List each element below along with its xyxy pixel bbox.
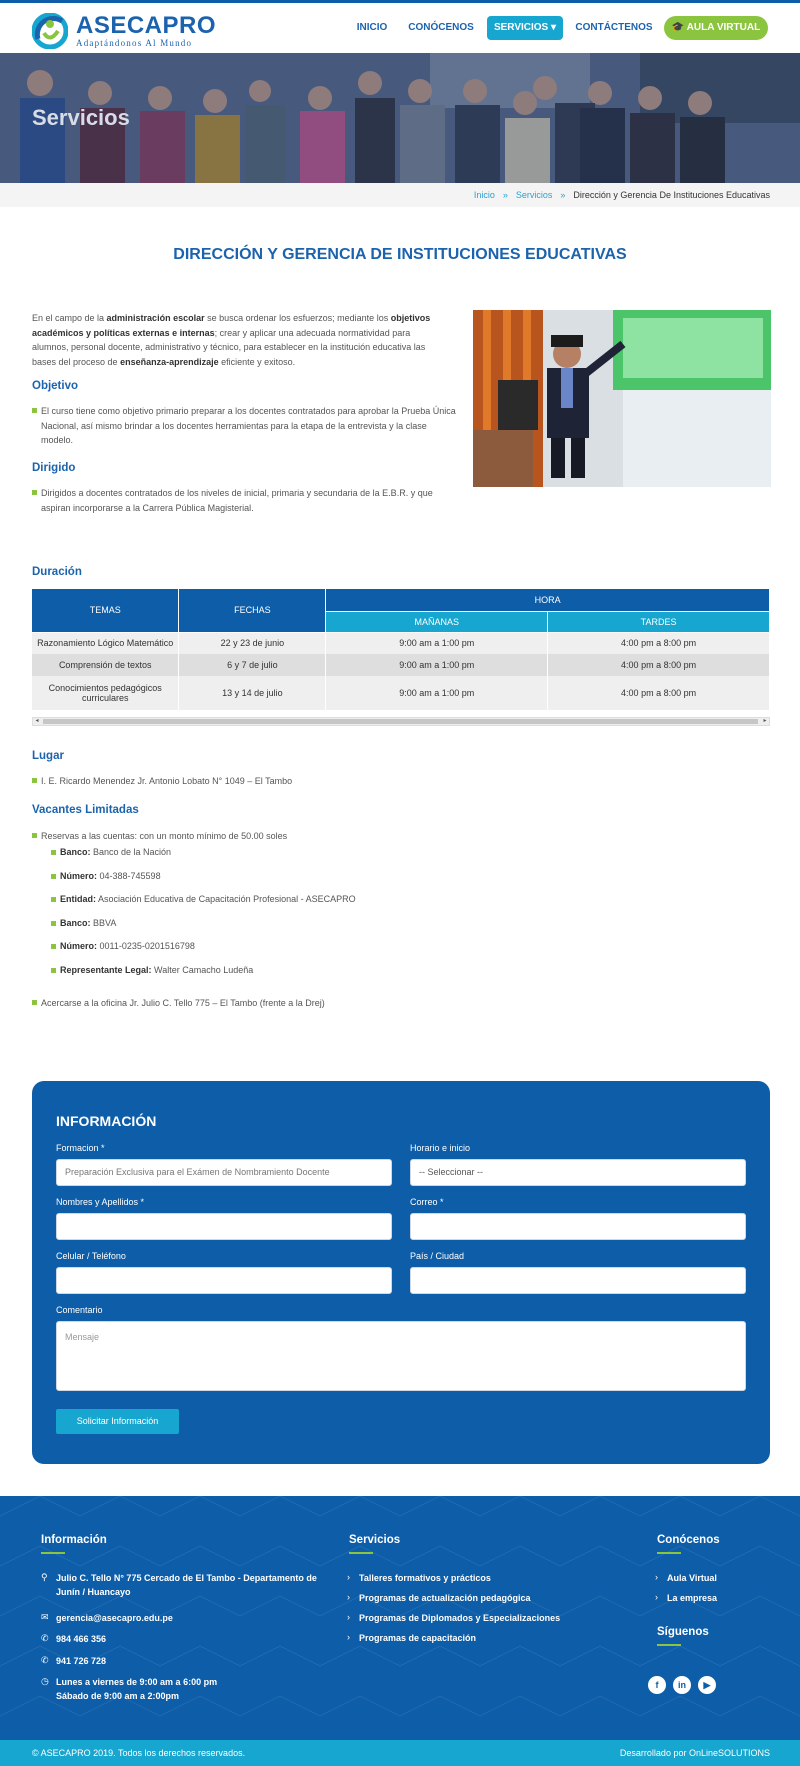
intro-text: se busca ordenar los esfuerzos; mediante los — [204, 313, 391, 323]
table-header-temas: TEMAS — [32, 589, 179, 632]
footer-siguenos-heading: Síguenos — [657, 1626, 709, 1638]
account-item — [51, 918, 116, 928]
account-item — [51, 894, 356, 904]
table-cell: 13 y 14 de julio — [179, 676, 326, 710]
table-cell: 4:00 pm a 8:00 pm — [548, 632, 770, 654]
clock-icon: ◷ — [41, 1676, 49, 1686]
copyright: © ASECAPRO 2019. Todos los derechos reservados. — [32, 1748, 246, 1758]
table-row — [32, 654, 770, 676]
intro-text: En el campo de la — [32, 313, 107, 323]
correo-label: Correo * — [410, 1197, 444, 1207]
nav-contactenos[interactable]: CONTÁCTENOS — [575, 22, 653, 33]
footer-email[interactable]: gerencia@asecapro.edu.pe — [56, 1613, 173, 1623]
breadcrumb-current: Dirección y Gerencia De Instituciones Educativas — [573, 190, 770, 200]
breadcrumb-separator: » — [560, 190, 566, 200]
breadcrumb-bar — [0, 183, 800, 207]
formacion-field[interactable]: Preparación Exclusiva para el Exámen de Nombramiento Docente — [56, 1159, 392, 1186]
footer-heading-underline — [41, 1552, 65, 1554]
table-header-fechas: FECHAS — [179, 589, 326, 632]
chevron-right-icon: › — [347, 1572, 350, 1582]
nombres-label: Nombres y Apellidos * — [56, 1197, 145, 1207]
information-form — [32, 1081, 770, 1464]
nombres-field[interactable] — [56, 1213, 392, 1240]
chevron-right-icon: › — [347, 1612, 350, 1622]
objetivo-heading: Objetivo — [32, 380, 79, 392]
comentario-label: Comentario — [56, 1305, 103, 1315]
account-item — [51, 847, 171, 857]
objetivo-text: El curso tiene como objetivo primario preparar a los docentes contratados para aprobar la Prueba Única Nacional, así mismo brindar a los docentes herramientas para la etapa de la entrevista y la clase modelo. — [32, 404, 457, 448]
nav-servicios-label: SERVICIOS — [493, 22, 549, 33]
lugar-heading: Lugar — [32, 750, 64, 762]
graduation-cap-icon: 🎓 — [671, 22, 685, 33]
account-item — [51, 965, 253, 975]
footer-info-heading: Información — [41, 1534, 107, 1546]
comentario-textarea[interactable]: Mensaje — [56, 1321, 746, 1391]
table-cell: 4:00 pm a 8:00 pm — [548, 654, 770, 676]
footer-servicio-link[interactable]: Talleres formativos y prácticos — [359, 1573, 491, 1583]
footer-hours: Sábado de 9:00 am a 2:00pm — [56, 1691, 180, 1701]
account-value: 04-388-745598 — [97, 871, 161, 881]
account-item — [51, 941, 195, 951]
developer-credit[interactable]: Desarrollado por OnLineSOLUTIONS — [619, 1748, 770, 1758]
chevron-down-icon: ▾ — [551, 22, 557, 33]
intro-bold: administración escolar — [106, 313, 205, 323]
duracion-heading: Duración — [32, 566, 82, 578]
celular-label: Celular / Teléfono — [56, 1251, 126, 1261]
table-header-tardes: TARDES — [548, 611, 770, 632]
table-horizontal-scrollbar[interactable] — [32, 717, 770, 726]
intro-bold: objetivos académicos y políticas externas e internas — [32, 313, 431, 338]
account-label: Número: — [60, 941, 98, 951]
account-label: Representante Legal: — [60, 965, 152, 975]
table-cell: 6 y 7 de julio — [179, 654, 326, 676]
dirigido-text: Dirigidos a docentes contratados de los niveles de inicial, primaria y secundaria de la E.B.R. y que aspiran incorporarse a la Carrera Pública Magisterial. — [32, 486, 457, 515]
account-value: Banco de la Nación — [90, 847, 172, 857]
facebook-icon[interactable]: f — [648, 1676, 666, 1694]
hero-banner — [0, 53, 800, 183]
location-icon: ⚲ — [41, 1572, 48, 1582]
account-label: Banco: — [60, 847, 91, 857]
footer-conocenos-link[interactable]: La empresa — [667, 1593, 718, 1603]
account-item — [51, 871, 161, 881]
account-value: Asociación Educativa de Capacitación Profesional - ASECAPRO — [96, 894, 356, 904]
main-nav — [0, 16, 800, 40]
nav-inicio[interactable]: INICIO — [356, 22, 388, 33]
page-title: DIRECCIÓN Y GERENCIA DE INSTITUCIONES EDUCATIVAS — [173, 246, 627, 263]
chevron-right-icon: › — [347, 1632, 350, 1642]
footer-servicios-heading: Servicios — [349, 1534, 401, 1546]
lugar-text: I. E. Ricardo Menendez Jr. Antonio Lobato N° 1049 – El Tambo — [32, 774, 532, 789]
nav-conocenos[interactable]: CONÓCENOS — [408, 22, 474, 33]
horario-select[interactable]: -- Seleccionar -- — [410, 1159, 746, 1186]
table-header-hora: HORA — [326, 589, 770, 611]
footer-servicio-link[interactable]: Programas de actualización pedagógica — [359, 1593, 531, 1603]
dirigido-heading: Dirigido — [32, 462, 76, 474]
nav-servicios[interactable] — [487, 16, 563, 40]
table-row — [32, 676, 770, 710]
table-cell: 22 y 23 de junio — [179, 632, 326, 654]
intro-text: ; crear y aplicar una adecuada normatividad para alumnos, personal docente, administrativo y técnico, para establecer en la institución educativa las bases del proceso de — [32, 327, 426, 367]
form-title: INFORMACIÓN — [56, 1113, 157, 1129]
table-cell: 4:00 pm a 8:00 pm — [548, 676, 770, 710]
table-header-mananas: MAÑANAS — [326, 611, 548, 632]
bottom-bar — [0, 1740, 800, 1766]
pais-label: País / Ciudad — [410, 1251, 465, 1261]
table-cell: 9:00 am a 1:00 pm — [326, 676, 548, 710]
breadcrumb-separator: » — [502, 190, 508, 200]
chevron-right-icon: › — [655, 1572, 658, 1582]
schedule-table — [32, 589, 770, 710]
table-cell: Conocimientos pedagógicos curriculares — [32, 676, 179, 710]
chevron-right-icon: › — [655, 1592, 658, 1602]
oficina-text: Acercarse a la oficina Jr. Julio C. Tello 775 – El Tambo (frente a la Drej) — [32, 996, 532, 1011]
breadcrumb-home[interactable]: Inicio — [473, 190, 495, 200]
footer-conocenos-heading: Conócenos — [657, 1534, 720, 1546]
logo-text: ASECAPRO — [76, 12, 217, 39]
nav-aula-virtual-label: AULA VIRTUAL — [686, 22, 761, 33]
hero-title: Servicios — [32, 105, 130, 130]
pais-field[interactable] — [410, 1267, 746, 1294]
scroll-right-icon[interactable]: ▸ — [763, 718, 767, 724]
logo-tagline: Adaptándonos Al Mundo — [76, 38, 193, 48]
intro-paragraph — [32, 311, 448, 369]
formacion-label: Formacion * — [56, 1143, 105, 1153]
reservas-text: Reservas a las cuentas: con un monto mínimo de 50.00 soles — [32, 829, 532, 844]
account-label: Banco: — [60, 918, 91, 928]
footer-heading-underline — [657, 1644, 681, 1646]
footer-phone[interactable]: 984 466 356 — [56, 1634, 107, 1644]
youtube-icon[interactable]: ▶ — [698, 1676, 716, 1694]
table-cell: Comprensión de textos — [32, 654, 179, 676]
account-label: Número: — [60, 871, 98, 881]
correo-field[interactable] — [410, 1213, 746, 1240]
account-label: Entidad: — [60, 894, 96, 904]
breadcrumb — [474, 190, 770, 200]
account-value: BBVA — [90, 918, 117, 928]
chevron-right-icon: › — [347, 1592, 350, 1602]
account-value: Walter Camacho Ludeña — [151, 965, 254, 975]
site-footer — [0, 1496, 800, 1740]
footer-servicio-link[interactable]: Programas de capacitación — [359, 1633, 477, 1643]
teacher-photo-illustration — [473, 310, 771, 487]
footer-conocenos-link[interactable]: Aula Virtual — [667, 1573, 717, 1583]
table-cell: 9:00 am a 1:00 pm — [326, 654, 548, 676]
scroll-left-icon[interactable]: ◂ — [35, 718, 39, 724]
horario-label: Horario e inicio — [410, 1143, 471, 1153]
table-cell: 9:00 am a 1:00 pm — [326, 632, 548, 654]
whatsapp-icon: ✆ — [41, 1655, 49, 1665]
breadcrumb-servicios[interactable]: Servicios — [515, 190, 553, 200]
intro-bold: enseñanza-aprendizaje — [120, 356, 219, 367]
account-value: 0011-0235-0201516798 — [97, 941, 195, 951]
nav-aula-virtual[interactable] — [664, 16, 768, 40]
whatsapp-icon: ✆ — [41, 1633, 49, 1643]
vacantes-heading: Vacantes Limitadas — [32, 804, 139, 816]
footer-address: Julio C. Tello N° 775 Cercado de El Tambo - Departamento de Junín / Huancayo — [56, 1573, 317, 1597]
intro-text: eficiente y exitoso. — [218, 356, 296, 367]
table-cell: Razonamiento Lógico Matemático — [32, 632, 179, 654]
table-row — [32, 632, 770, 654]
submit-button[interactable]: Solicitar Información — [56, 1409, 179, 1434]
site-header — [0, 3, 800, 53]
footer-heading-underline — [657, 1552, 681, 1554]
footer-heading-underline — [349, 1552, 373, 1554]
footer-servicio-link[interactable]: Programas de Diplomados y Especializaciones — [359, 1613, 561, 1623]
footer-hours: Lunes a viernes de 9:00 am a 6:00 pm — [56, 1677, 218, 1687]
teacher-photo-image — [473, 310, 771, 487]
scrollbar-thumb[interactable] — [43, 719, 758, 724]
email-icon: ✉ — [41, 1612, 49, 1622]
celular-field[interactable] — [56, 1267, 392, 1294]
linkedin-icon[interactable]: in — [673, 1676, 691, 1694]
footer-phone[interactable]: 941 726 728 — [56, 1656, 107, 1666]
